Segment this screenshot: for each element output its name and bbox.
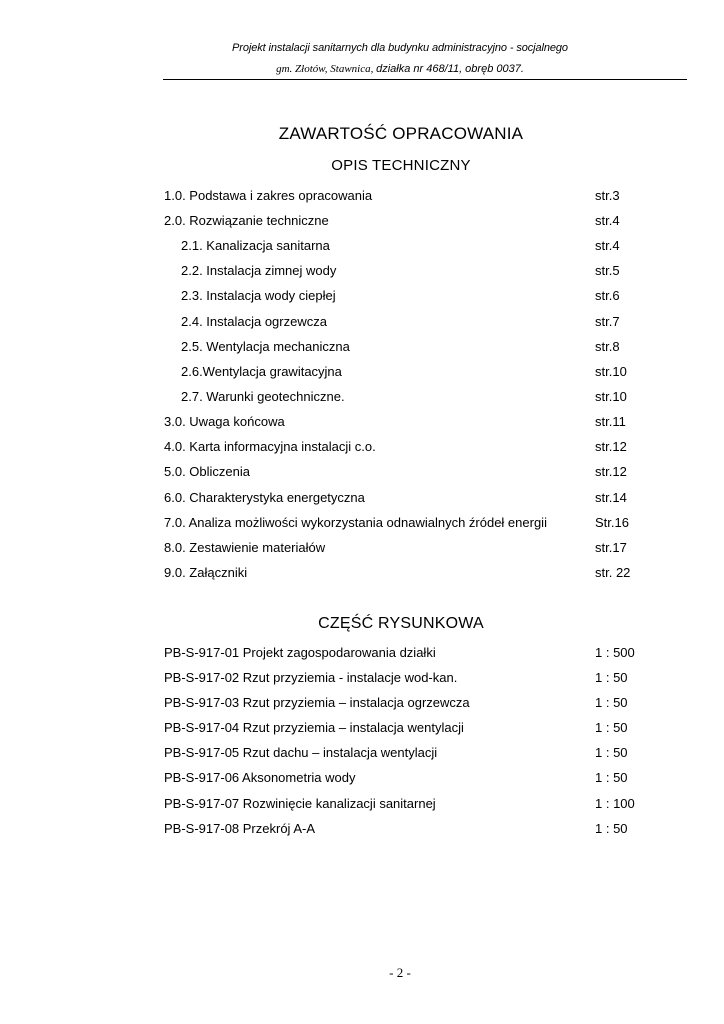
- toc-row-label: 6.0. Charakterystyka energetyczna: [164, 490, 365, 505]
- drawing-row: [0, 720, 724, 740]
- toc-row-label: 3.0. Uwaga końcowa: [164, 414, 285, 429]
- toc-row-label: 2.5. Wentylacja mechaniczna: [181, 339, 350, 354]
- drawing-row-scale: 1 : 100: [595, 796, 635, 811]
- toc-row-page: str.14: [595, 490, 627, 505]
- toc-row-label: 2.6.Wentylacja grawitacyjna: [181, 364, 342, 379]
- header-project-line: Projekt instalacji sanitarnych dla budynku administracyjno - socjalnego: [232, 42, 568, 54]
- toc-row-label: 8.0. Zestawienie materiałów: [164, 540, 326, 555]
- toc-row-page: str.6: [595, 288, 620, 303]
- toc-row-label: 2.1. Kanalizacja sanitarna: [181, 238, 330, 253]
- toc-row: [0, 439, 724, 459]
- toc-row-label: 2.2. Instalacja zimnej wody: [181, 263, 337, 278]
- toc-row-page: str.4: [595, 213, 620, 228]
- toc-row-label: 2.0. Rozwiązanie techniczne: [164, 213, 329, 228]
- toc-row-page: str.10: [595, 364, 627, 379]
- toc-row-label: 4.0. Karta informacyjna instalacji c.o.: [164, 439, 376, 454]
- toc-row-label: 2.4. Instalacja ogrzewcza: [181, 314, 327, 329]
- toc-row: [0, 364, 724, 384]
- toc-row-page: str.8: [595, 339, 620, 354]
- toc-row-label: 2.3. Instalacja wody ciepłej: [181, 288, 336, 303]
- drawing-row-scale: 1 : 50: [595, 670, 628, 685]
- toc-row-label: 1.0. Podstawa i zakres opracowania: [164, 188, 373, 203]
- toc-row-page: str.11: [595, 414, 626, 429]
- drawing-row-scale: 1 : 50: [595, 745, 628, 760]
- page-number: - 2 -: [389, 965, 411, 980]
- header-location-municipality: gm. Złotów, Stawnica,: [276, 63, 377, 75]
- contents-title: ZAWARTOŚĆ OPRACOWANIA: [278, 124, 524, 143]
- toc-row: [0, 490, 724, 510]
- toc-row: [0, 188, 724, 208]
- toc-row-page: str.12: [595, 464, 627, 479]
- toc-row: [0, 389, 724, 409]
- toc-row: [0, 238, 724, 258]
- toc-row-page: str.7: [595, 314, 620, 329]
- drawing-row-label: PB-S-917-08 Przekrój A-A: [164, 821, 316, 836]
- header-location-plot: działka nr 468/11, obręb 0037.: [376, 63, 524, 75]
- toc-row-label: 2.7. Warunki geotechniczne.: [181, 389, 345, 404]
- drawing-row-scale: 1 : 50: [595, 720, 628, 735]
- toc-row-page: str.4: [595, 238, 620, 253]
- drawing-row: [0, 796, 724, 816]
- drawing-row-scale: 1 : 500: [595, 645, 635, 660]
- toc-row: [0, 540, 724, 560]
- drawing-row-label: PB-S-917-03 Rzut przyziemia – instalacja ogrzewcza: [164, 695, 470, 710]
- toc-row: [0, 515, 724, 535]
- toc-row-label: 7.0. Analiza możliwości wykorzystania odnawialnych źródeł energii: [164, 515, 547, 530]
- header-divider: [163, 79, 687, 80]
- toc-row: [0, 288, 724, 308]
- toc-row-page: str.17: [595, 540, 627, 555]
- drawing-row-label: PB-S-917-05 Rzut dachu – instalacja wentylacji: [164, 745, 438, 760]
- header-location-line: [0, 63, 724, 75]
- drawing-row-label: PB-S-917-07 Rozwinięcie kanalizacji sanitarnej: [164, 796, 436, 811]
- toc-row: [0, 314, 724, 334]
- toc-row-page: Str.16: [595, 515, 629, 530]
- drawing-row-scale: 1 : 50: [595, 695, 628, 710]
- drawing-row: [0, 821, 724, 841]
- drawing-row: [0, 670, 724, 690]
- toc-row-page: str.10: [595, 389, 627, 404]
- toc-row-page: str.5: [595, 263, 620, 278]
- drawing-row-label: PB-S-917-02 Rzut przyziemia - instalacje wod-kan.: [164, 670, 458, 685]
- drawing-row: [0, 645, 724, 665]
- toc-row-label: 9.0. Załączniki: [164, 565, 248, 580]
- drawing-row: [0, 745, 724, 765]
- drawing-row-scale: 1 : 50: [595, 821, 628, 836]
- section-title-technical-description: OPIS TECHNICZNY: [331, 157, 471, 174]
- drawing-row-label: PB-S-917-04 Rzut przyziemia – instalacja wentylacji: [164, 720, 464, 735]
- toc-row: [0, 263, 724, 283]
- toc-row-label: 5.0. Obliczenia: [164, 464, 250, 479]
- toc-row: [0, 414, 724, 434]
- section-title-drawings: CZĘŚĆ RYSUNKOWA: [318, 615, 484, 632]
- toc-row-page: str. 22: [595, 565, 631, 580]
- toc-row: [0, 565, 724, 585]
- toc-row: [0, 213, 724, 233]
- toc-row-page: str.12: [595, 439, 627, 454]
- drawing-row: [0, 695, 724, 715]
- toc-row: [0, 464, 724, 484]
- drawing-row-label: PB-S-917-06 Aksonometria wody: [164, 770, 356, 785]
- drawing-row: [0, 770, 724, 790]
- toc-row-page: str.3: [595, 188, 620, 203]
- drawing-row-label: PB-S-917-01 Projekt zagospodarowania działki: [164, 645, 436, 660]
- toc-row: [0, 339, 724, 359]
- drawing-row-scale: 1 : 50: [595, 770, 628, 785]
